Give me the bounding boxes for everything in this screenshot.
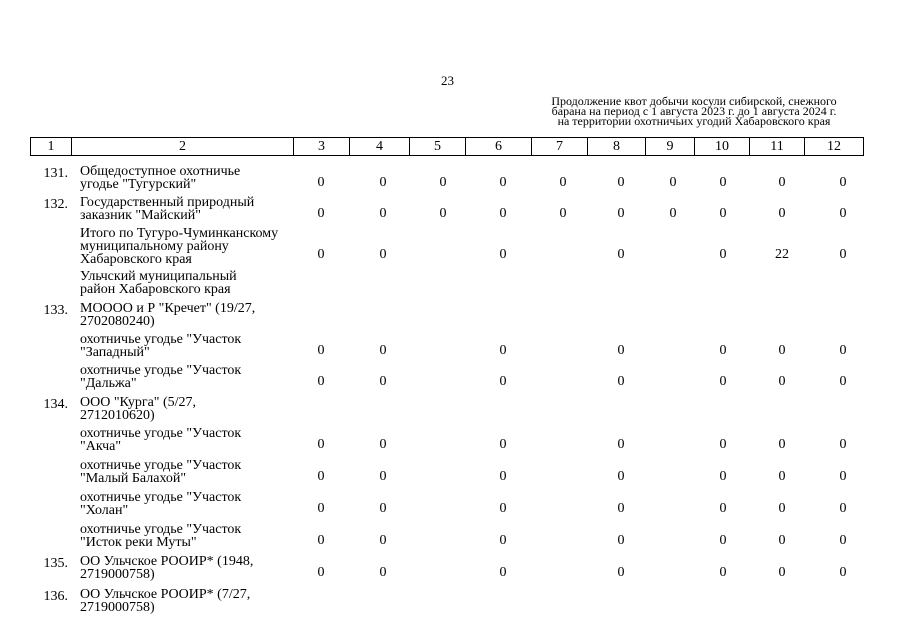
quota-cell: 0 — [617, 374, 625, 389]
row-name — [80, 491, 295, 517]
row-name-line: охотничье угодье "Участок — [80, 490, 242, 505]
quota-cell: 0 — [439, 175, 447, 190]
row-number: 135. — [43, 556, 68, 571]
row-name — [80, 459, 295, 485]
quota-cell: 0 — [499, 437, 507, 452]
quota-cell: 0 — [778, 175, 786, 190]
row-name-line: Ульчский муниципальный — [80, 269, 237, 284]
quota-cell: 0 — [559, 175, 567, 190]
col-header-2: 2 — [72, 138, 294, 156]
row-name-line: МОООО и Р "Кречет" (19/27, — [80, 301, 256, 316]
quota-cell: 0 — [839, 469, 847, 484]
quota-cell: 0 — [617, 533, 625, 548]
col-header-7: 7 — [532, 138, 588, 156]
row-name — [80, 165, 295, 191]
page-number: 23 — [441, 73, 454, 88]
quota-cell: 0 — [499, 343, 507, 358]
quota-cell: 0 — [379, 247, 387, 262]
quota-cell: 0 — [379, 343, 387, 358]
quota-cell: 0 — [839, 247, 847, 262]
quota-cell: 0 — [317, 175, 325, 190]
row-name-line: "Западный" — [80, 345, 150, 360]
quota-cell: 22 — [775, 247, 789, 262]
quota-cell: 0 — [719, 565, 727, 580]
quota-cell: 0 — [379, 501, 387, 516]
quota-cell: 0 — [719, 247, 727, 262]
row-name-line: 2702080240) — [80, 314, 155, 329]
quota-cell: 0 — [439, 206, 447, 221]
quota-cell: 0 — [317, 501, 325, 516]
col-header-5: 5 — [410, 138, 466, 156]
quota-cell: 0 — [317, 206, 325, 221]
row-name-line: "Акча" — [80, 439, 122, 454]
quota-cell: 0 — [617, 437, 625, 452]
col-header-1: 1 — [31, 138, 72, 156]
row-name-line: район Хабаровского края — [80, 282, 231, 297]
quota-cell: 0 — [317, 565, 325, 580]
row-name — [80, 227, 295, 266]
quota-cell: 0 — [499, 247, 507, 262]
row-name-line: ООО "Курга" (5/27, — [80, 395, 197, 410]
quota-cell: 0 — [839, 437, 847, 452]
quota-cell: 0 — [839, 533, 847, 548]
quota-cell: 0 — [617, 206, 625, 221]
row-name — [80, 270, 295, 296]
row-number: 133. — [43, 303, 68, 318]
row-name-line: угодье "Тугурский" — [80, 177, 197, 192]
quota-cell: 0 — [778, 533, 786, 548]
row-name-line: охотничье угодье "Участок — [80, 363, 242, 378]
quota-cell: 0 — [719, 437, 727, 452]
quota-cell: 0 — [317, 469, 325, 484]
row-name — [80, 396, 295, 422]
row-name — [80, 555, 295, 581]
col-header-12: 12 — [805, 138, 864, 156]
quota-cell: 0 — [317, 247, 325, 262]
col-header-8: 8 — [588, 138, 646, 156]
quota-cell: 0 — [617, 247, 625, 262]
quota-cell: 0 — [379, 206, 387, 221]
row-name-line: ОО Ульчское РООИР* (1948, — [80, 554, 254, 569]
col-header-4: 4 — [350, 138, 410, 156]
row-number: 134. — [43, 397, 68, 412]
row-name-line: "Исток реки Муты" — [80, 535, 197, 550]
row-name — [80, 196, 295, 222]
row-number: 136. — [43, 589, 68, 604]
quota-cell: 0 — [317, 374, 325, 389]
row-name — [80, 427, 295, 453]
quota-cell: 0 — [778, 501, 786, 516]
row-name-line: "Малый Балахой" — [80, 471, 187, 486]
row-name-line: 2719000758) — [80, 600, 155, 615]
quota-cell: 0 — [617, 175, 625, 190]
row-name — [80, 364, 295, 390]
quota-cell: 0 — [778, 374, 786, 389]
col-header-3: 3 — [294, 138, 350, 156]
quota-cell: 0 — [499, 175, 507, 190]
row-name — [80, 302, 295, 328]
caption-line-1: Продолжение квот добычи косули сибирской, снежного — [551, 94, 837, 108]
row-name-line: охотничье угодье "Участок — [80, 522, 242, 537]
quota-cell: 0 — [317, 437, 325, 452]
row-name-line: муниципальному району — [80, 239, 229, 254]
row-number: 131. — [43, 166, 68, 181]
quota-cell: 0 — [499, 565, 507, 580]
quota-cell: 0 — [719, 533, 727, 548]
quota-cell: 0 — [719, 501, 727, 516]
quota-cell: 0 — [379, 175, 387, 190]
quota-cell: 0 — [617, 565, 625, 580]
quota-cell: 0 — [317, 533, 325, 548]
row-name-line: Итого по Тугуро-Чуминканскому — [80, 226, 279, 241]
row-name — [80, 523, 295, 549]
row-name-line: охотничье угодье "Участок — [80, 458, 242, 473]
row-name-line: Государственный природный — [80, 195, 255, 210]
row-name-line: Хабаровского края — [80, 252, 192, 267]
quota-cell: 0 — [669, 175, 677, 190]
quota-cell: 0 — [839, 343, 847, 358]
quota-cell: 0 — [778, 437, 786, 452]
col-header-11: 11 — [750, 138, 805, 156]
quota-cell: 0 — [719, 343, 727, 358]
row-name-line: охотничье угодье "Участок — [80, 332, 242, 347]
quota-cell: 0 — [499, 501, 507, 516]
row-name-line: "Холан" — [80, 503, 129, 518]
quota-cell: 0 — [839, 206, 847, 221]
quota-cell: 0 — [499, 533, 507, 548]
quota-cell: 0 — [839, 175, 847, 190]
quota-cell: 0 — [559, 206, 567, 221]
row-name — [80, 333, 295, 359]
caption-line-3: на территории охотничьих угодий Хабаровского края — [557, 114, 831, 128]
col-header-6: 6 — [466, 138, 532, 156]
quota-cell: 0 — [839, 374, 847, 389]
row-name-line: 2712010620) — [80, 408, 155, 423]
quota-cell: 0 — [669, 206, 677, 221]
quota-cell: 0 — [499, 206, 507, 221]
quota-cell: 0 — [839, 565, 847, 580]
quota-cell: 0 — [719, 206, 727, 221]
col-header-10: 10 — [695, 138, 750, 156]
quota-cell: 0 — [379, 437, 387, 452]
row-name-line: ОО Ульчское РООИР* (7/27, — [80, 587, 251, 602]
quota-cell: 0 — [778, 343, 786, 358]
quota-cell: 0 — [499, 469, 507, 484]
row-name-line: охотничье угодье "Участок — [80, 426, 242, 441]
col-header-9: 9 — [646, 138, 695, 156]
quota-cell: 0 — [379, 533, 387, 548]
quota-cell: 0 — [617, 469, 625, 484]
quota-cell: 0 — [839, 501, 847, 516]
row-name-line: "Дальжа" — [80, 376, 137, 391]
quota-cell: 0 — [379, 565, 387, 580]
quota-cell: 0 — [719, 175, 727, 190]
row-number: 132. — [43, 197, 68, 212]
caption-line-2: барана на период с 1 августа 2023 г. до 1 августа 2024 г. — [551, 104, 837, 118]
quota-cell: 0 — [719, 469, 727, 484]
quota-cell: 0 — [617, 343, 625, 358]
row-name-line: заказник "Майский" — [80, 208, 201, 223]
quota-cell: 0 — [719, 374, 727, 389]
quota-cell: 0 — [499, 374, 507, 389]
row-name — [80, 588, 295, 614]
quota-cell: 0 — [778, 206, 786, 221]
quota-cell: 0 — [317, 343, 325, 358]
quota-cell: 0 — [617, 501, 625, 516]
row-name-line: Общедоступное охотничье — [80, 164, 241, 179]
row-name-line: 2719000758) — [80, 567, 155, 582]
quota-cell: 0 — [778, 565, 786, 580]
quota-cell: 0 — [379, 374, 387, 389]
quota-cell: 0 — [379, 469, 387, 484]
quota-cell: 0 — [778, 469, 786, 484]
